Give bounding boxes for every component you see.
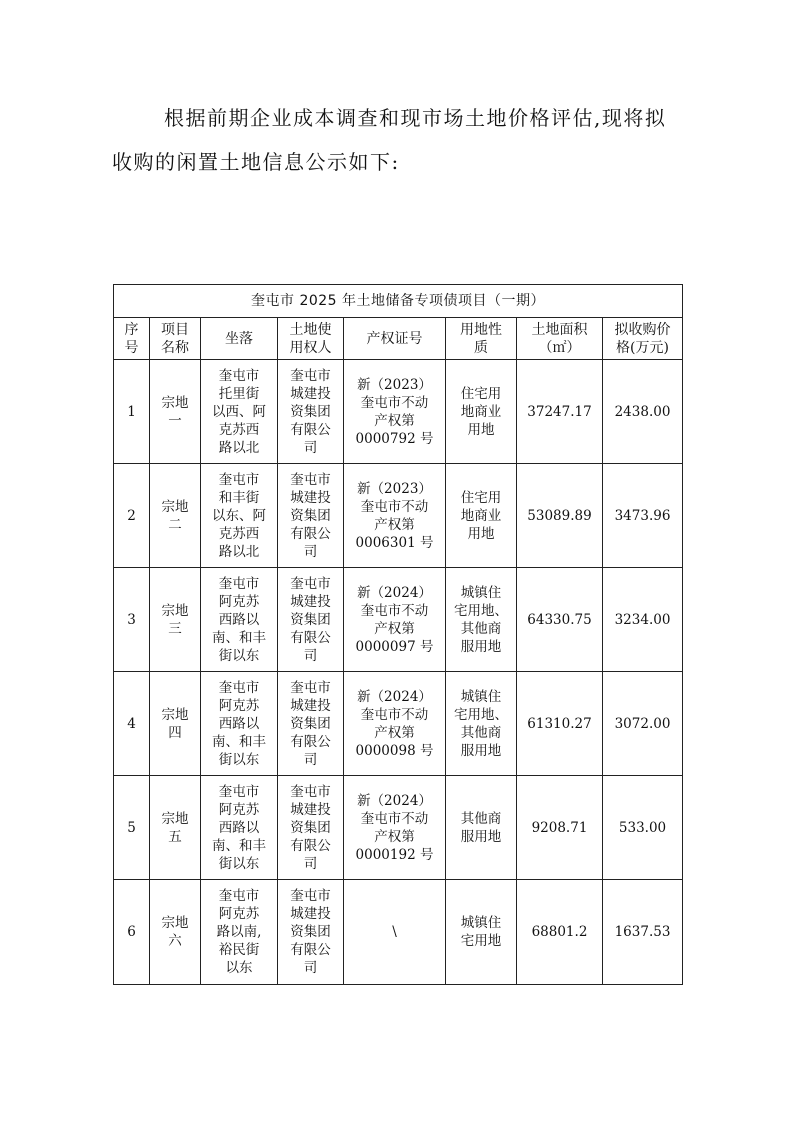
cell-location-line: 裕民街 — [218, 942, 260, 958]
cell-price: 2438.00 — [603, 360, 683, 464]
cell-cert-line: 0006301 号 — [355, 534, 434, 551]
cell-owner-line: 有限公 — [290, 525, 331, 542]
header-price — [603, 318, 683, 360]
header-use-line: 用地性 — [460, 321, 502, 338]
cell-area: 37247.17 — [517, 360, 603, 464]
cell-location-line: 路以南, — [216, 924, 262, 940]
cell-owner — [278, 464, 344, 568]
cell-cert-line: 产权第 — [374, 412, 415, 429]
header-area-line: 土地面积 — [531, 321, 588, 338]
cell-project — [150, 776, 201, 880]
cell-seq: 4 — [114, 672, 150, 776]
cell-location-line: 阿克苏 — [218, 801, 260, 818]
cell-cert-line: 新（2024） — [357, 584, 432, 601]
cell-owner-line: 城建投 — [290, 801, 331, 818]
cell-location — [201, 672, 278, 776]
cell-project — [150, 568, 201, 672]
cell-owner-line: 奎屯市 — [290, 471, 331, 488]
table-row — [114, 880, 683, 985]
cell-cert — [344, 776, 446, 880]
cell-location — [201, 776, 278, 880]
cell-cert-line: 产权第 — [374, 516, 415, 533]
cell-use — [446, 880, 517, 985]
cell-cert-line: 0000097 号 — [355, 638, 434, 655]
cell-location-line: 南、和丰 — [212, 837, 266, 854]
header-use-line: 质 — [474, 339, 488, 356]
cell-owner-line: 奎屯市 — [290, 575, 331, 592]
cell-owner — [278, 880, 344, 985]
cell-use — [446, 776, 517, 880]
cell-cert — [344, 880, 446, 985]
cell-location-line: 西路以 — [218, 819, 260, 836]
intro-paragraph — [112, 96, 682, 184]
cell-location — [201, 568, 278, 672]
cell-owner-line: 有限公 — [290, 629, 331, 646]
cell-owner — [278, 776, 344, 880]
cell-project-line: 宗地 — [161, 810, 189, 827]
cell-use-line: 其他商 — [460, 810, 502, 827]
cell-location-line: 南、和丰 — [212, 629, 266, 646]
cell-location — [201, 360, 278, 464]
cell-project — [150, 464, 201, 568]
cell-area: 53089.89 — [517, 464, 603, 568]
cell-location-line: 克苏西 — [218, 421, 260, 438]
intro-line-2: 收购的闲置土地信息公示如下: — [112, 150, 400, 174]
cell-location-line: 以东 — [225, 960, 253, 976]
cell-use — [446, 672, 517, 776]
cell-use-line: 城镇住 — [460, 584, 502, 601]
header-price-line: 拟收购价 — [614, 321, 671, 338]
cell-use-line: 用地 — [467, 525, 495, 542]
header-project-line: 项目 — [161, 321, 189, 338]
cell-location-line: 阿克苏 — [218, 593, 260, 610]
cell-use-line: 其他商 — [460, 724, 502, 741]
header-owner-line: 用权人 — [289, 339, 332, 356]
cell-location-line: 奎屯市 — [218, 367, 260, 384]
cell-owner-line: 奎屯市 — [290, 888, 331, 904]
cell-location-line: 以西、阿 — [212, 403, 266, 420]
cell-cert — [344, 464, 446, 568]
cell-seq: 1 — [114, 360, 150, 464]
cell-use-line: 住宅用 — [460, 489, 502, 506]
cell-owner-line: 城建投 — [290, 906, 331, 922]
cell-owner — [278, 568, 344, 672]
table-row — [114, 672, 683, 776]
cell-price: 3072.00 — [603, 672, 683, 776]
cell-cert-line: 产权第 — [374, 828, 415, 845]
cell-project — [150, 672, 201, 776]
header-seq — [114, 318, 150, 360]
cell-owner-line: 司 — [303, 855, 318, 872]
cell-owner-line: 奎屯市 — [290, 679, 331, 696]
cell-cert-line: 新（2023） — [357, 480, 432, 497]
cell-price: 1637.53 — [603, 880, 683, 985]
table-row — [114, 360, 683, 464]
table-row — [114, 568, 683, 672]
intro-line-1: 根据前期企业成本调查和现市场土地价格评估,现将拟 — [164, 106, 667, 130]
cell-owner-line: 司 — [303, 543, 318, 560]
cell-project-line: 宗地 — [161, 394, 189, 411]
cell-cert — [344, 360, 446, 464]
cell-location-line: 街以东 — [218, 751, 260, 768]
cell-location-line: 奎屯市 — [218, 575, 260, 592]
cell-cert — [344, 568, 446, 672]
cell-cert-line: 0000792 号 — [355, 430, 434, 447]
cell-location-line: 西路以 — [218, 715, 260, 732]
cell-owner-line: 城建投 — [290, 385, 331, 402]
cell-location-line: 奎屯市 — [218, 888, 260, 904]
cell-location-line: 以东、阿 — [212, 507, 266, 524]
cell-cert-line: \ — [392, 924, 397, 940]
cell-owner-line: 有限公 — [290, 733, 331, 750]
cell-location-line: 南、和丰 — [212, 733, 266, 750]
cell-seq: 2 — [114, 464, 150, 568]
cell-location-line: 托里街 — [218, 385, 260, 402]
table-header-row — [114, 318, 683, 360]
cell-use-line: 宅用地、 — [454, 706, 508, 723]
cell-location-line: 奎屯市 — [218, 783, 260, 800]
header-use — [446, 318, 517, 360]
cell-cert-line: 0000098 号 — [355, 742, 434, 759]
cell-cert-line: 奎屯市不动 — [360, 498, 429, 515]
cell-project-line: 宗地 — [161, 706, 189, 723]
cell-location-line: 奎屯市 — [218, 471, 260, 488]
cell-use-line: 宅用地、 — [454, 602, 508, 619]
cell-seq: 6 — [114, 880, 150, 985]
header-seq-line: 序 — [124, 321, 139, 338]
cell-project-line: 宗地 — [161, 915, 189, 931]
header-owner-line: 土地使 — [289, 321, 332, 338]
cell-use-line: 用地 — [467, 421, 495, 438]
cell-location-line: 西路以 — [218, 611, 260, 628]
cell-owner-line: 有限公 — [290, 837, 331, 854]
cell-use-line: 服用地 — [460, 742, 502, 759]
cell-project — [150, 880, 201, 985]
cell-use-line: 地商业 — [460, 403, 502, 420]
cell-project-line: 宗地 — [161, 498, 189, 515]
cell-location-line: 克苏西 — [218, 525, 260, 542]
cell-location-line: 路以北 — [218, 439, 260, 456]
cell-area: 9208.71 — [517, 776, 603, 880]
table-title-row — [114, 285, 683, 318]
cell-location-line: 和丰街 — [218, 489, 260, 506]
cell-owner-line: 资集团 — [290, 924, 331, 940]
cell-owner-line: 有限公 — [290, 942, 331, 958]
cell-area: 68801.2 — [517, 880, 603, 985]
cell-owner — [278, 672, 344, 776]
land-table — [113, 284, 683, 985]
cell-location-line: 路以北 — [218, 543, 260, 560]
cell-location-line: 街以东 — [218, 855, 260, 872]
cell-use — [446, 360, 517, 464]
cell-project-line: 宗地 — [161, 602, 189, 619]
cell-cert-line: 奎屯市不动 — [360, 706, 429, 723]
cell-owner-line: 资集团 — [290, 819, 331, 836]
header-project-line: 名称 — [161, 339, 189, 356]
cell-location — [201, 464, 278, 568]
cell-cert-line: 奎屯市不动 — [360, 394, 429, 411]
header-price-line: 格(万元) — [616, 339, 669, 356]
table-title: 奎屯市 2025 年土地储备专项债项目（一期） — [114, 285, 683, 318]
cell-cert-line: 新（2023） — [357, 376, 432, 393]
header-location — [201, 318, 278, 360]
cell-location-line: 奎屯市 — [218, 679, 260, 696]
cell-owner — [278, 360, 344, 464]
cell-owner-line: 资集团 — [290, 507, 331, 524]
cell-cert-line: 产权第 — [374, 620, 415, 637]
cell-owner-line: 有限公 — [290, 421, 331, 438]
cell-location-line: 街以东 — [218, 647, 260, 664]
cell-location — [201, 880, 278, 985]
cell-project — [150, 360, 201, 464]
cell-owner-line: 资集团 — [290, 403, 331, 420]
cell-use — [446, 568, 517, 672]
cell-location-line: 阿克苏 — [218, 906, 260, 922]
cell-use-line: 住宅用 — [460, 385, 502, 402]
cell-cert-line: 产权第 — [374, 724, 415, 741]
table-row — [114, 464, 683, 568]
cell-owner-line: 司 — [303, 960, 318, 976]
header-area-line: （㎡） — [538, 339, 581, 356]
header-project — [150, 318, 201, 360]
cell-price: 3234.00 — [603, 568, 683, 672]
header-cert-line: 产权证号 — [366, 330, 423, 347]
cell-location-line: 阿克苏 — [218, 697, 260, 714]
cell-owner-line: 资集团 — [290, 611, 331, 628]
cell-cert-line: 新（2024） — [357, 792, 432, 809]
cell-use-line: 地商业 — [460, 507, 502, 524]
cell-seq: 5 — [114, 776, 150, 880]
cell-cert — [344, 672, 446, 776]
cell-use-line: 服用地 — [460, 638, 502, 655]
cell-project-line: 二 — [168, 516, 182, 533]
cell-owner-line: 司 — [303, 439, 318, 456]
cell-owner-line: 司 — [303, 751, 318, 768]
cell-use — [446, 464, 517, 568]
header-seq-line: 号 — [124, 339, 139, 356]
cell-owner-line: 资集团 — [290, 715, 331, 732]
cell-owner-line: 城建投 — [290, 593, 331, 610]
table-row — [114, 776, 683, 880]
cell-project-line: 三 — [168, 620, 182, 637]
cell-project-line: 五 — [168, 828, 182, 845]
cell-project-line: 四 — [168, 724, 182, 741]
cell-project-line: 一 — [168, 412, 182, 429]
cell-owner-line: 奎屯市 — [290, 367, 331, 384]
cell-owner-line: 城建投 — [290, 697, 331, 714]
header-owner — [278, 318, 344, 360]
cell-area: 64330.75 — [517, 568, 603, 672]
cell-price: 533.00 — [603, 776, 683, 880]
cell-area: 61310.27 — [517, 672, 603, 776]
cell-price: 3473.96 — [603, 464, 683, 568]
cell-cert-line: 0000192 号 — [355, 846, 434, 863]
cell-use-line: 服用地 — [460, 828, 502, 845]
header-location-line: 坐落 — [225, 330, 253, 347]
cell-owner-line: 城建投 — [290, 489, 331, 506]
cell-cert-line: 奎屯市不动 — [360, 602, 429, 619]
cell-use-line: 宅用地 — [460, 933, 502, 949]
cell-project-line: 六 — [168, 933, 182, 949]
cell-cert-line: 奎屯市不动 — [360, 810, 429, 827]
cell-use-line: 城镇住 — [460, 915, 502, 931]
cell-seq: 3 — [114, 568, 150, 672]
cell-cert-line: 新（2024） — [357, 688, 432, 705]
cell-use-line: 其他商 — [460, 620, 502, 637]
cell-use-line: 城镇住 — [460, 688, 502, 705]
header-cert — [344, 318, 446, 360]
header-area — [517, 318, 603, 360]
cell-owner-line: 奎屯市 — [290, 783, 331, 800]
cell-owner-line: 司 — [303, 647, 318, 664]
